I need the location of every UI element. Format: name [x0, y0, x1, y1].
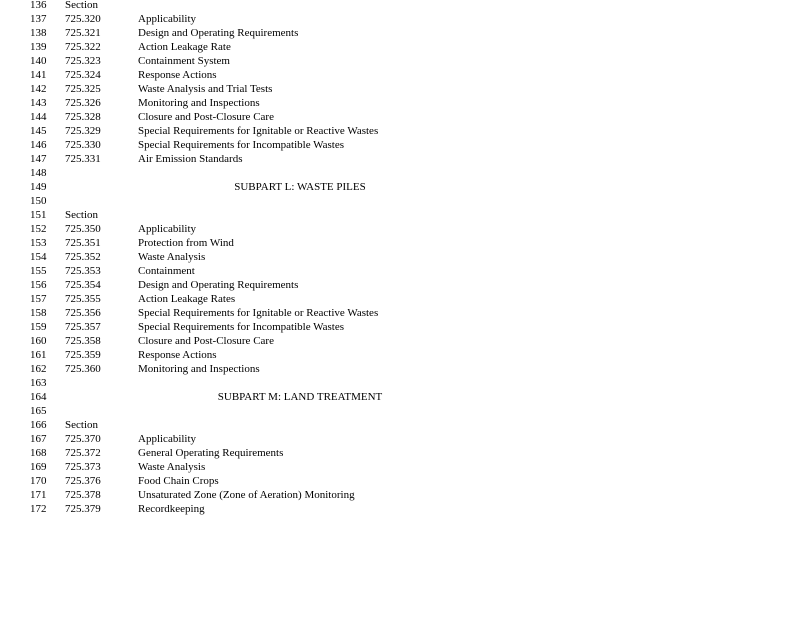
section-number: 725.326	[65, 97, 101, 109]
section-number: 725.321	[65, 27, 101, 39]
section-title: Food Chain Crops	[138, 475, 219, 487]
section-title: Waste Analysis	[138, 461, 206, 473]
document-line	[0, 334, 800, 348]
section-number: 725.378	[65, 489, 101, 501]
section-title: Closure and Post-Closure Care	[138, 335, 274, 347]
section-title: Applicability	[138, 223, 197, 235]
section-number: 725.373	[65, 461, 101, 473]
section-title: Applicability	[138, 433, 197, 445]
line-number: 150	[30, 195, 47, 207]
section-title: Waste Analysis and Trial Tests	[138, 83, 273, 95]
document-line	[0, 96, 800, 110]
line-number: 167	[30, 433, 47, 445]
document-line	[0, 68, 800, 82]
section-number: 725.354	[65, 279, 101, 291]
document-line	[0, 180, 800, 194]
section-number: 725.372	[65, 447, 101, 459]
document-line	[0, 40, 800, 54]
line-number: 148	[30, 167, 47, 179]
subpart-heading: SUBPART M: LAND TREATMENT	[217, 391, 383, 403]
line-number: 152	[30, 223, 47, 235]
line-number: 171	[30, 489, 47, 501]
section-number: 725.370	[65, 433, 101, 445]
line-number: 139	[30, 41, 47, 53]
line-number: 161	[30, 349, 47, 361]
section-number: 725.356	[65, 307, 101, 319]
section-title: Special Requirements for Ignitable or Reactive Wastes	[138, 125, 379, 137]
line-number: 164	[30, 391, 47, 403]
document-line	[0, 446, 800, 460]
section-number: 725.360	[65, 363, 101, 375]
document-line	[0, 474, 800, 488]
document-line	[0, 12, 800, 26]
line-number: 143	[30, 97, 47, 109]
document-line	[0, 26, 800, 40]
document-line	[0, 376, 800, 390]
line-number: 137	[30, 13, 47, 25]
line-number: 172	[30, 503, 47, 515]
document-line	[0, 208, 800, 222]
document-line	[0, 0, 800, 12]
line-number: 155	[30, 265, 47, 277]
line-number: 162	[30, 363, 47, 375]
section-title: General Operating Requirements	[138, 447, 284, 459]
section-number: 725.330	[65, 139, 101, 151]
line-number: 165	[30, 405, 47, 417]
section-number: 725.358	[65, 335, 101, 347]
document-line	[0, 54, 800, 68]
document-line	[0, 194, 800, 208]
section-number: 725.328	[65, 111, 101, 123]
section-number: 725.329	[65, 125, 101, 137]
section-title: Recordkeeping	[138, 503, 205, 515]
document-line	[0, 488, 800, 502]
line-number: 156	[30, 279, 47, 291]
section-title: Containment System	[138, 55, 230, 67]
document-line	[0, 264, 800, 278]
line-number: 154	[30, 251, 47, 263]
section-number: 725.353	[65, 265, 101, 277]
line-number: 138	[30, 27, 47, 39]
document-line	[0, 320, 800, 334]
document-line	[0, 124, 800, 138]
section-number: 725.376	[65, 475, 101, 487]
document-line	[0, 460, 800, 474]
section-title: Special Requirements for Incompatible Wastes	[138, 139, 345, 151]
line-number: 169	[30, 461, 47, 473]
section-title: Design and Operating Requirements	[138, 279, 299, 291]
document-line	[0, 418, 800, 432]
section-number: 725.322	[65, 41, 101, 53]
section-title: Response Actions	[138, 69, 217, 81]
section-title: Protection from Wind	[138, 237, 234, 249]
section-number: 725.379	[65, 503, 101, 515]
line-number: 149	[30, 181, 47, 193]
section-title: Unsaturated Zone (Zone of Aeration) Monitoring	[138, 489, 355, 501]
line-number: 147	[30, 153, 47, 165]
line-number: 142	[30, 83, 47, 95]
document-line	[0, 390, 800, 404]
line-number: 170	[30, 475, 47, 487]
line-number: 145	[30, 125, 47, 137]
section-number: 725.331	[65, 153, 101, 165]
document-line	[0, 292, 800, 306]
document-line	[0, 404, 800, 418]
section-title: Special Requirements for Ignitable or Reactive Wastes	[138, 307, 379, 319]
section-title: Action Leakage Rate	[138, 41, 231, 53]
document-line	[0, 362, 800, 376]
line-number: 160	[30, 335, 47, 347]
line-number: 144	[30, 111, 47, 123]
document-line	[0, 82, 800, 96]
document-line	[0, 348, 800, 362]
document-line	[0, 166, 800, 180]
section-number: 725.320	[65, 13, 101, 25]
document-line	[0, 250, 800, 264]
section-number: 725.350	[65, 223, 101, 235]
section-title: Closure and Post-Closure Care	[138, 111, 274, 123]
line-number: 166	[30, 419, 47, 431]
document-line	[0, 306, 800, 320]
document-line	[0, 152, 800, 166]
line-number: 168	[30, 447, 47, 459]
section-number: 725.357	[65, 321, 101, 333]
section-title: Response Actions	[138, 349, 217, 361]
section-number: 725.351	[65, 237, 101, 249]
section-column-header: Section	[65, 0, 98, 11]
subpart-heading: SUBPART L: WASTE PILES	[234, 181, 366, 193]
section-number: 725.352	[65, 251, 101, 263]
line-number: 136	[30, 0, 47, 11]
section-title: Monitoring and Inspections	[138, 363, 260, 375]
line-number: 163	[30, 377, 47, 389]
document-line	[0, 432, 800, 446]
document-line	[0, 138, 800, 152]
line-number: 146	[30, 139, 47, 151]
section-title: Air Emission Standards	[138, 153, 243, 165]
document-line	[0, 236, 800, 250]
line-number: 159	[30, 321, 47, 333]
section-column-header: Section	[65, 419, 98, 431]
line-number: 157	[30, 293, 47, 305]
section-title: Applicability	[138, 13, 197, 25]
section-title: Monitoring and Inspections	[138, 97, 260, 109]
section-title: Action Leakage Rates	[138, 293, 236, 305]
section-number: 725.323	[65, 55, 101, 67]
section-number: 725.359	[65, 349, 101, 361]
section-title: Design and Operating Requirements	[138, 27, 299, 39]
section-column-header: Section	[65, 209, 98, 221]
section-number: 725.325	[65, 83, 101, 95]
section-title: Special Requirements for Incompatible Wastes	[138, 321, 345, 333]
line-number: 153	[30, 237, 47, 249]
line-number: 151	[30, 209, 47, 221]
document-line	[0, 502, 800, 516]
section-title: Waste Analysis	[138, 251, 206, 263]
section-number: 725.324	[65, 69, 101, 81]
document-line	[0, 110, 800, 124]
document-line	[0, 222, 800, 236]
line-number: 158	[30, 307, 47, 319]
line-number: 140	[30, 55, 47, 67]
line-number: 141	[30, 69, 47, 81]
section-title: Containment	[138, 265, 195, 277]
section-number: 725.355	[65, 293, 101, 305]
document-line	[0, 278, 800, 292]
